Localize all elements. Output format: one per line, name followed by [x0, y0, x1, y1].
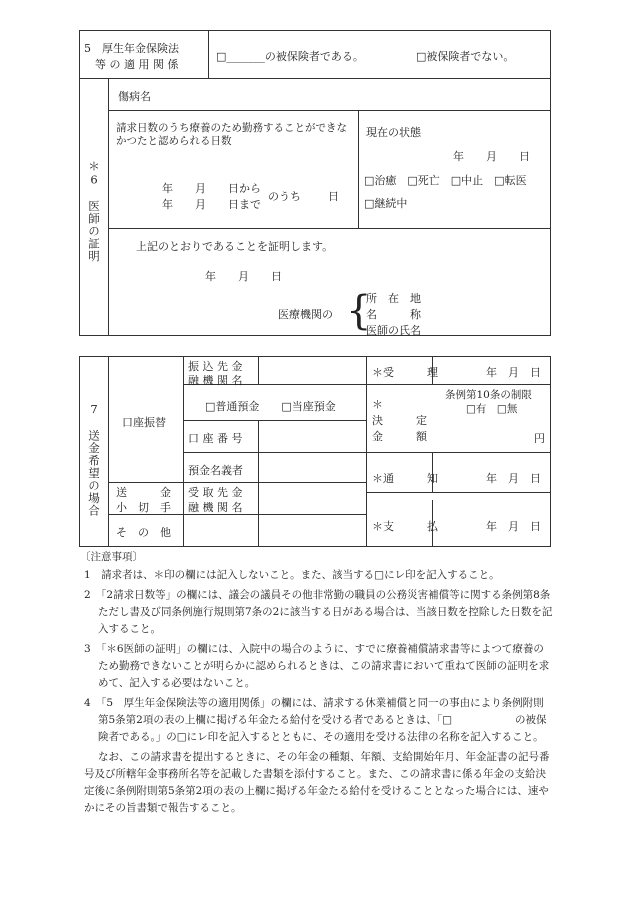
decision-mark: ＊ [372, 398, 383, 411]
insured-checkbox[interactable]: □_______の被保険者である。 [216, 50, 364, 63]
section5-label-2: 等 の 適 用 関 係 [95, 58, 179, 71]
receipt-date: 年 月 日 [486, 366, 541, 379]
brace: { [346, 288, 372, 334]
receipt-label: ＊受 理 [372, 366, 438, 379]
status-continuing[interactable]: □継続中 [364, 197, 408, 210]
note-3: 3 「＊6医師の証明」の欄には、入院中の場合のように、すでに療養補償請求書等によつて療養のため勤務できないことが明らかに認められるときは、この請求書において重ねて医師の証明を求めて、記入する必要はないこと。 [84, 643, 550, 689]
other-label: そ の 他 [116, 526, 171, 539]
account-transfer-label: 口座振替 [122, 416, 166, 429]
note-2: 2 「2請求日数等」の欄には、議会の議員その他非常勤の職員の公務災害補償等に関する条例第8条ただし書及び同条例施行規則第7条の2に該当する日がある場合は、当該日数を控除した日数を記入すること。 [84, 589, 553, 635]
payment-label: ＊支 払 [372, 520, 438, 533]
section5-label-1: 5 厚生年金保険法 [84, 42, 179, 55]
doctor-name-label: 医師の氏名 [366, 324, 421, 337]
amount-label: 金 額 [372, 430, 427, 443]
deposit-type-options[interactable]: □普通預金 □当座預金 [205, 400, 336, 413]
bank-name-label-2: 融 機 関 名 [188, 374, 243, 387]
from-date: 年 月 日から [162, 182, 261, 195]
notes-list [84, 567, 554, 817]
note-5: なお、この請求書を提出するときに、その年金の種類、年額、支給開始年月、年金証書の記号番号及び所轄年金事務所名等を記載した書類を添付すること。また、この請求書に係る年金の支給決定後に条例附則第5条第2項の表の上欄に掲げる年金たる給付を受けることとなった場合には、速やかにその旨書類で報告すること。 [84, 751, 550, 814]
address-label: 所 在 地 [366, 292, 421, 305]
current-status-label: 現在の状態 [366, 126, 421, 139]
days-label: 請求日数のうち療養のため勤務することができなかつたと認められる日数 [116, 122, 347, 147]
receive-bank-label-1: 受 取 先 金 [188, 486, 243, 499]
section6-label: ＊6 医師の証明 [87, 160, 101, 263]
note-1: 1 請求者は、＊印の欄には記入しないこと。また、該当する□にレ印を記入すること。 [84, 569, 500, 581]
status-date: 年 月 日 [453, 150, 530, 163]
remit-label-2: 小 切 手 [116, 501, 171, 514]
section7-label: 7 送金希望の場合 [87, 402, 101, 517]
bank-name-label-1: 振 込 先 金 [188, 360, 243, 373]
notice-date: 年 月 日 [486, 472, 541, 485]
certify-text: 上記のとおりであることを証明します。 [136, 240, 334, 253]
decision-label: 決 定 [372, 414, 427, 427]
remit-label-1: 送 金 [116, 486, 171, 499]
status-options[interactable]: □治癒 □死亡 □中止 □転医 [364, 174, 527, 187]
days-unit: 日 [328, 190, 339, 203]
restriction-options[interactable]: □有 □無 [466, 403, 518, 415]
receive-bank-label-2: 融 機 関 名 [188, 501, 243, 514]
notes-heading: 〔注意事項〕 [80, 551, 143, 563]
restriction-title: 条例第10条の制限 [445, 389, 532, 401]
certify-date: 年 月 日 [205, 270, 282, 283]
payment-date: 年 月 日 [486, 520, 541, 533]
account-holder-label: 預金名義者 [188, 464, 243, 477]
within-label: のうち [268, 190, 301, 203]
note-4: 4 「5 厚生年金保険法等の適用関係」の欄には、請求する休業補償と同一の事由により条例附則第5条第2項の表の上欄に掲げる年金たる給付を受ける者であるときは、「□ の被保険者である。」の□にレ印を記入するとともに、その適用を受ける法律の名称を記入すること。 [84, 697, 547, 743]
disease-label: 傷病名 [118, 90, 151, 103]
to-date: 年 月 日まで [162, 198, 261, 211]
yen-unit: 円 [534, 432, 545, 445]
institution-label: 医療機関の [278, 308, 333, 321]
notice-label: ＊通 知 [372, 472, 438, 485]
not-insured-checkbox[interactable]: □被保険者でない。 [416, 50, 515, 63]
name-label: 名 称 [366, 308, 421, 321]
account-number-label: 口 座 番 号 [188, 432, 243, 445]
